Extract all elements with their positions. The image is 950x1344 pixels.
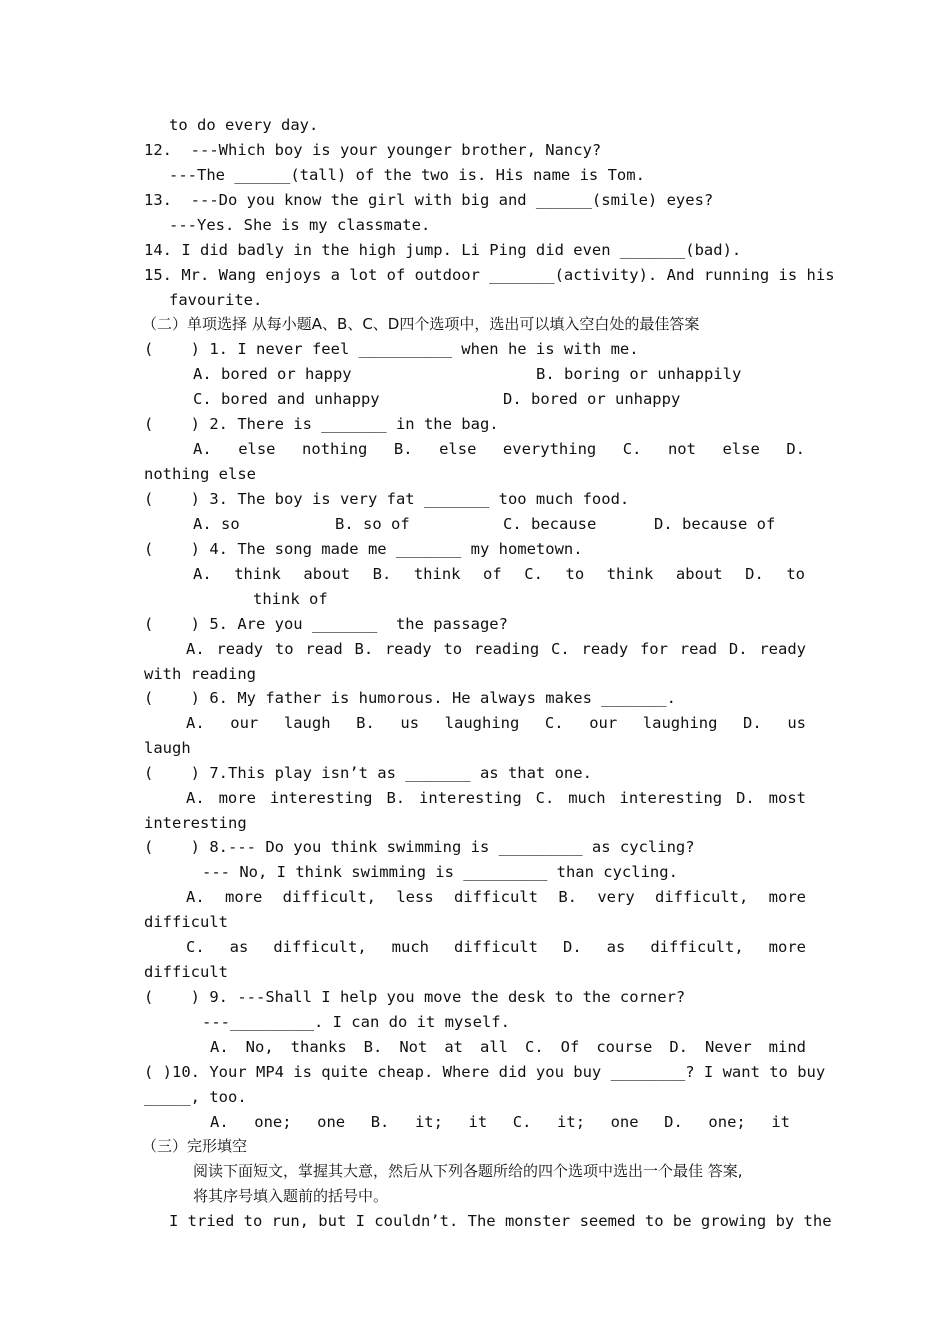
q2-stem: ( ) 2. There is _______ in the bag. — [144, 415, 499, 433]
q9-stem: ( ) 9. ---Shall I help you move the desk to the corner? — [144, 988, 686, 1006]
q8-options-2: C. as difficult, much difficult D. as difficult, more — [186, 938, 806, 956]
q6-stem: ( ) 6. My father is humorous. He always makes _______. — [144, 689, 676, 707]
section3-instruction-2: 将其序号填入题前的括号中。 — [193, 1187, 389, 1205]
q10-wrap: _____, too. — [144, 1088, 247, 1106]
q4-options: A. think about B. think of C. to think about D. to — [193, 565, 805, 583]
q5-options: A. ready to read B. ready to reading C. ready for read D. ready — [186, 640, 806, 658]
section3-instruction-1: 阅读下面短文，掌握其大意，然后从下列各题所给的四个选项中选出一个最佳 答案, — [193, 1162, 743, 1180]
q8-wrap-1: difficult — [144, 913, 228, 931]
q1-option-d: D. bored or unhappy — [503, 390, 681, 408]
q15-line2: favourite. — [169, 291, 263, 309]
q3-option-b: B. so of — [335, 515, 410, 533]
q3-stem: ( ) 3. The boy is very fat _______ too much food. — [144, 490, 630, 508]
q8-wrap-2: difficult — [144, 963, 228, 981]
q10-options: A. one; one B. it; it C. it; one D. one; it — [210, 1113, 790, 1131]
q12-question: 12. ---Which boy is your younger brother, Nancy? — [144, 141, 602, 159]
q2-options: A. else nothing B. else everything C. not else D. — [193, 440, 805, 458]
q3-option-c: C. because — [503, 515, 597, 533]
q1-option-c: C. bored and unhappy — [193, 390, 380, 408]
q8-reply: --- No, I think swimming is _________ than cycling. — [202, 863, 678, 881]
passage-line-1: I tried to run, but I couldn’t. The monster seemed to be growing by the — [169, 1212, 832, 1230]
q6-wrap: laugh — [144, 739, 191, 757]
q15-line1: 15. Mr. Wang enjoys a lot of outdoor _______(activity). And running is his — [144, 266, 835, 284]
q14: 14. I did badly in the high jump. Li Ping did even _______(bad). — [144, 241, 742, 259]
section3-heading: （三）完形填空 — [142, 1137, 248, 1155]
q1-option-b: B. boring or unhappily — [536, 365, 742, 383]
q12-answer: ---The ______(tall) of the two is. His name is Tom. — [169, 166, 645, 184]
q4-stem: ( ) 4. The song made me _______ my hometown. — [144, 540, 583, 558]
q7-options: A. more interesting B. interesting C. much interesting D. most — [186, 789, 806, 807]
q7-stem: ( ) 7.This play isn’t as _______ as that one. — [144, 764, 592, 782]
q8-stem: ( ) 8.--- Do you think swimming is _________ as cycling? — [144, 838, 695, 856]
q6-options: A. our laugh B. us laughing C. our laughing D. us — [186, 714, 806, 732]
q2-wrap: nothing else — [144, 465, 256, 483]
q3-option-a: A. so — [193, 515, 240, 533]
q1-option-a: A. bored or happy — [193, 365, 352, 383]
q11-tail: to do every day. — [169, 116, 319, 134]
q4-wrap: think of — [253, 590, 328, 608]
q8-options-1: A. more difficult, less difficult B. very difficult, more — [186, 888, 806, 906]
q10-stem: ( )10. Your MP4 is quite cheap. Where did you buy ________? I want to buy — [144, 1063, 826, 1081]
q5-stem: ( ) 5. Are you _______ the passage? — [144, 615, 508, 633]
q1-stem: ( ) 1. I never feel __________ when he is with me. — [144, 340, 639, 358]
q9-options: A. No, thanks B. Not at all C. Of course D. Never mind — [210, 1038, 806, 1056]
section2-heading: （二）单项选择 从每小题A、B、C、D四个选项中，选出可以填入空白处的最佳答案 — [142, 315, 700, 333]
q3-option-d: D. because of — [654, 515, 776, 533]
q13-answer: ---Yes. She is my classmate. — [169, 216, 431, 234]
q13-question: 13. ---Do you know the girl with big and ______(smile) eyes? — [144, 191, 714, 209]
q5-wrap: with reading — [144, 665, 256, 683]
q9-reply: ---_________. I can do it myself. — [202, 1013, 510, 1031]
q7-wrap: interesting — [144, 814, 247, 832]
